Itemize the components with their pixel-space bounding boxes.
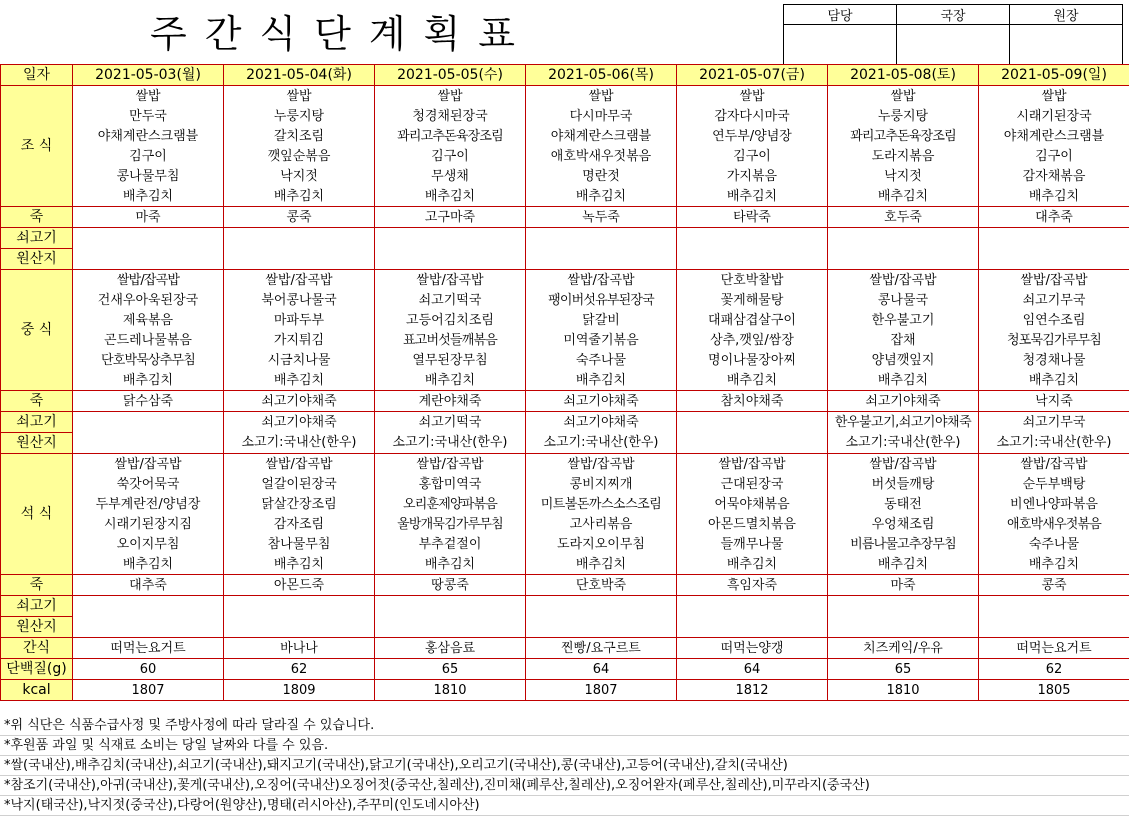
menu-item: 제육볶음 <box>73 310 224 330</box>
menu-item: 오리훈제양파볶음 <box>375 494 526 514</box>
origin-item <box>73 412 224 433</box>
approval-head-slot <box>1010 25 1123 66</box>
menu-item: 건새우아욱된장국 <box>73 290 224 310</box>
menu-item: 대패삼겹살구이 <box>677 310 828 330</box>
menu-item: 버섯들깨탕 <box>828 474 979 494</box>
menu-item: 가지볶음 <box>677 166 828 186</box>
menu-item: 꽃게해물탕 <box>677 290 828 310</box>
menu-item: 고사리볶음 <box>526 514 677 534</box>
menu-item: 애호박새우젓볶음 <box>526 146 677 166</box>
menu-item: 쇠고기떡국 <box>375 290 526 310</box>
menu-item: 낙지젓 <box>828 166 979 186</box>
menu-item: 감자조림 <box>224 514 375 534</box>
menu-item: 청포묵김가루무침 <box>979 330 1129 350</box>
porridge-item: 쇠고기야채죽 <box>526 391 677 412</box>
approval-manager-slot <box>784 25 897 66</box>
origin-item: 쇠고기야채죽 <box>224 412 375 433</box>
lunch-origin-label: 쇠고기 <box>1 412 73 433</box>
origin-item <box>73 617 224 638</box>
breakfast-origin-label: 쇠고기 <box>1 228 73 249</box>
menu-item: 배추김치 <box>526 186 677 207</box>
kcal-value: 1809 <box>224 680 375 701</box>
menu-item: 쌀밥/잡곡밥 <box>526 454 677 475</box>
protein-value: 64 <box>526 659 677 680</box>
menu-item: 곤드레나물볶음 <box>73 330 224 350</box>
porridge-item: 쇠고기야채죽 <box>828 391 979 412</box>
protein-value: 64 <box>677 659 828 680</box>
menu-item: 아몬드멸치볶음 <box>677 514 828 534</box>
note-line: *참조기(국내산),아귀(국내산),꽃게(국내산),오징어(국내산)오징어젓(중국산,칠레산),진미채(페루산,칠레산),오징어완자(페루산,칠레산),미꾸라지(중국산) <box>0 776 1129 796</box>
menu-item: 한우불고기 <box>828 310 979 330</box>
origin-item <box>375 596 526 617</box>
origin-item <box>979 249 1129 270</box>
snack-value: 떠먹는요거트 <box>73 638 224 659</box>
menu-item: 김구이 <box>677 146 828 166</box>
menu-item: 우엉채조림 <box>828 514 979 534</box>
menu-item: 근대된장국 <box>677 474 828 494</box>
origin-item: 쇠고기떡국 <box>375 412 526 433</box>
kcal-label: kcal <box>1 680 73 701</box>
porridge-item: 참치야채죽 <box>677 391 828 412</box>
menu-item: 배추김치 <box>979 186 1129 207</box>
menu-item: 홍합미역국 <box>375 474 526 494</box>
menu-item: 명이나물장아찌 <box>677 350 828 370</box>
porridge-item: 녹두죽 <box>526 207 677 228</box>
menu-item: 다시마무국 <box>526 106 677 126</box>
kcal-value: 1812 <box>677 680 828 701</box>
snack-value: 바나나 <box>224 638 375 659</box>
origin-item <box>526 596 677 617</box>
origin-item <box>73 249 224 270</box>
origin-item <box>73 228 224 249</box>
porridge-item: 고구마죽 <box>375 207 526 228</box>
menu-item: 배추김치 <box>526 370 677 391</box>
origin-item <box>979 617 1129 638</box>
origin-item: 소고기:국내산(한우) <box>979 433 1129 454</box>
menu-item: 깻잎순볶음 <box>224 146 375 166</box>
origin-item <box>526 228 677 249</box>
menu-item: 미역줄기볶음 <box>526 330 677 350</box>
menu-item: 배추김치 <box>224 186 375 207</box>
origin-item: 소고기:국내산(한우) <box>828 433 979 454</box>
menu-item: 비엔나양파볶음 <box>979 494 1129 514</box>
menu-item: 쌀밥 <box>73 86 224 107</box>
note-line: *낙지(태국산),낙지젓(중국산),다랑어(원양산),명태(러시아산),주꾸미(인도네시아산) <box>0 796 1129 816</box>
breakfast-origin-label: 원산지 <box>1 249 73 270</box>
menu-item: 쌀밥/잡곡밥 <box>526 270 677 291</box>
menu-table <box>0 64 1129 701</box>
porridge-item: 마죽 <box>73 207 224 228</box>
menu-item: 단호박찰밥 <box>677 270 828 291</box>
porridge-item: 아몬드죽 <box>224 575 375 596</box>
porridge-item: 콩죽 <box>979 575 1129 596</box>
menu-item: 얼갈이된장국 <box>224 474 375 494</box>
kcal-value: 1810 <box>828 680 979 701</box>
origin-item: 쇠고기야채죽 <box>526 412 677 433</box>
origin-item <box>677 228 828 249</box>
porridge-item: 콩죽 <box>224 207 375 228</box>
menu-item: 배추김치 <box>677 370 828 391</box>
origin-item <box>677 412 828 433</box>
menu-item: 김구이 <box>979 146 1129 166</box>
menu-item: 쌀밥 <box>375 86 526 107</box>
porridge-item: 낙지죽 <box>979 391 1129 412</box>
menu-item: 배추김치 <box>979 554 1129 575</box>
origin-item <box>73 596 224 617</box>
menu-item: 임연수조림 <box>979 310 1129 330</box>
menu-item: 쌀밥/잡곡밥 <box>979 270 1129 291</box>
origin-item <box>677 433 828 454</box>
menu-item: 꽈리고추돈육장조림 <box>828 126 979 146</box>
origin-item <box>224 249 375 270</box>
snack-label: 간식 <box>1 638 73 659</box>
page-title: 주간식단계획표 <box>150 6 570 62</box>
menu-item: 쌀밥 <box>828 86 979 107</box>
breakfast-porridge-label: 죽 <box>1 207 73 228</box>
menu-item: 콩비지찌개 <box>526 474 677 494</box>
menu-item: 콩나물국 <box>828 290 979 310</box>
breakfast-label: 조 식 <box>1 86 73 207</box>
protein-label: 단백질(g) <box>1 659 73 680</box>
menu-item: 청경채된장국 <box>375 106 526 126</box>
porridge-item: 쇠고기야채죽 <box>224 391 375 412</box>
menu-item: 들깨무나물 <box>677 534 828 554</box>
menu-item: 만두국 <box>73 106 224 126</box>
porridge-item: 계란야채죽 <box>375 391 526 412</box>
menu-item: 갈치조림 <box>224 126 375 146</box>
menu-item: 쌀밥/잡곡밥 <box>375 270 526 291</box>
menu-item: 콩나물무침 <box>73 166 224 186</box>
menu-item: 무생채 <box>375 166 526 186</box>
date-header: 2021-05-05(수) <box>375 65 526 86</box>
menu-item: 배추김치 <box>73 186 224 207</box>
menu-item: 배추김치 <box>677 186 828 207</box>
note-line: *쌀(국내산),배추김치(국내산),쇠고기(국내산),돼지고기(국내산),닭고기(국내산),오리고기(국내산),콩(국내산),고등어(국내산),갈치(국내산) <box>0 756 1129 776</box>
menu-item: 배추김치 <box>224 370 375 391</box>
origin-item: 한우불고기,쇠고기야채죽 <box>828 412 979 433</box>
menu-item: 숙주나물 <box>979 534 1129 554</box>
origin-item <box>828 596 979 617</box>
menu-item: 배추김치 <box>979 370 1129 391</box>
menu-item: 시래기된장지짐 <box>73 514 224 534</box>
origin-item <box>224 596 375 617</box>
porridge-item: 단호박죽 <box>526 575 677 596</box>
menu-item: 배추김치 <box>224 554 375 575</box>
menu-item: 시금치나물 <box>224 350 375 370</box>
menu-item: 쌀밥/잡곡밥 <box>828 454 979 475</box>
porridge-item: 대추죽 <box>73 575 224 596</box>
menu-item: 도라지볶음 <box>828 146 979 166</box>
menu-item: 미트볼돈까스소스조림 <box>526 494 677 514</box>
menu-item: 배추김치 <box>73 370 224 391</box>
lunch-porridge-label: 죽 <box>1 391 73 412</box>
date-header-label: 일자 <box>1 65 73 86</box>
approval-head-label: 원장 <box>1010 5 1123 25</box>
origin-item <box>828 617 979 638</box>
origin-item <box>375 249 526 270</box>
menu-item: 비름나물고추장무침 <box>828 534 979 554</box>
dinner-label: 석 식 <box>1 454 73 575</box>
menu-item: 마파두부 <box>224 310 375 330</box>
menu-item: 누룽지탕 <box>224 106 375 126</box>
protein-value: 65 <box>828 659 979 680</box>
porridge-item: 대추죽 <box>979 207 1129 228</box>
origin-item <box>224 228 375 249</box>
origin-item <box>979 596 1129 617</box>
menu-item: 쌀밥 <box>677 86 828 107</box>
menu-item: 쌀밥/잡곡밥 <box>828 270 979 291</box>
menu-item: 쌀밥/잡곡밥 <box>979 454 1129 475</box>
date-header: 2021-05-07(금) <box>677 65 828 86</box>
menu-item: 가지튀김 <box>224 330 375 350</box>
porridge-item: 흑임자죽 <box>677 575 828 596</box>
origin-item <box>375 228 526 249</box>
protein-value: 62 <box>224 659 375 680</box>
origin-item <box>677 617 828 638</box>
approval-director-label: 국장 <box>897 5 1010 25</box>
menu-item: 쌀밥 <box>224 86 375 107</box>
menu-item: 표고버섯들깨볶음 <box>375 330 526 350</box>
menu-item: 쌀밥/잡곡밥 <box>375 454 526 475</box>
menu-item: 연두부/양념장 <box>677 126 828 146</box>
menu-item: 야채계란스크램블 <box>526 126 677 146</box>
menu-item: 감자다시마국 <box>677 106 828 126</box>
menu-item: 양념깻잎지 <box>828 350 979 370</box>
kcal-value: 1810 <box>375 680 526 701</box>
date-header: 2021-05-08(토) <box>828 65 979 86</box>
dinner-origin-label: 쇠고기 <box>1 596 73 617</box>
menu-item: 배추김치 <box>828 554 979 575</box>
kcal-value: 1807 <box>526 680 677 701</box>
menu-item: 고등어김치조림 <box>375 310 526 330</box>
porridge-item: 타락죽 <box>677 207 828 228</box>
menu-item: 시래기된장국 <box>979 106 1129 126</box>
origin-item <box>73 433 224 454</box>
menu-item: 배추김치 <box>375 186 526 207</box>
menu-item: 단호박묵상추무침 <box>73 350 224 370</box>
menu-item: 낙지젓 <box>224 166 375 186</box>
origin-item <box>677 249 828 270</box>
date-header: 2021-05-06(목) <box>526 65 677 86</box>
snack-value: 떠먹는요거트 <box>979 638 1129 659</box>
menu-item: 숙주나물 <box>526 350 677 370</box>
kcal-value: 1807 <box>73 680 224 701</box>
menu-item: 배추김치 <box>526 554 677 575</box>
menu-item: 오이지무침 <box>73 534 224 554</box>
menu-item: 쇠고기무국 <box>979 290 1129 310</box>
snack-value: 홍삼음료 <box>375 638 526 659</box>
menu-item: 야채계란스크램블 <box>979 126 1129 146</box>
snack-value: 떠먹는양갱 <box>677 638 828 659</box>
date-header: 2021-05-04(화) <box>224 65 375 86</box>
menu-item: 참나물무침 <box>224 534 375 554</box>
origin-item <box>375 617 526 638</box>
menu-item: 쌀밥/잡곡밥 <box>224 270 375 291</box>
porridge-item: 땅콩죽 <box>375 575 526 596</box>
origin-item <box>828 249 979 270</box>
approval-director-slot <box>897 25 1010 66</box>
menu-item: 잡채 <box>828 330 979 350</box>
protein-value: 60 <box>73 659 224 680</box>
menu-item: 김구이 <box>73 146 224 166</box>
menu-item: 부추겉절이 <box>375 534 526 554</box>
menu-item: 쌀밥/잡곡밥 <box>224 454 375 475</box>
menu-item: 쌀밥 <box>526 86 677 107</box>
origin-item: 쇠고기무국 <box>979 412 1129 433</box>
menu-item: 울방개묵김가루무침 <box>375 514 526 534</box>
menu-item: 명란젓 <box>526 166 677 186</box>
menu-item: 감자채볶음 <box>979 166 1129 186</box>
menu-item: 누룽지탕 <box>828 106 979 126</box>
note-line: *후원품 과일 및 식재료 소비는 당일 날짜와 다를 수 있음. <box>0 736 1129 756</box>
origin-item <box>526 617 677 638</box>
snack-value: 찐빵/요구르트 <box>526 638 677 659</box>
menu-item: 순두부백탕 <box>979 474 1129 494</box>
origin-item: 소고기:국내산(한우) <box>224 433 375 454</box>
menu-item: 열무된장무침 <box>375 350 526 370</box>
origin-item: 소고기:국내산(한우) <box>375 433 526 454</box>
menu-item: 배추김치 <box>73 554 224 575</box>
menu-item: 배추김치 <box>677 554 828 575</box>
kcal-value: 1805 <box>979 680 1129 701</box>
protein-value: 65 <box>375 659 526 680</box>
menu-item: 쌀밥/잡곡밥 <box>73 270 224 291</box>
menu-item: 쑥갓어묵국 <box>73 474 224 494</box>
menu-item: 배추김치 <box>828 370 979 391</box>
approval-manager-label: 담당 <box>784 5 897 25</box>
menu-item: 쌀밥/잡곡밥 <box>73 454 224 475</box>
note-line: *위 식단은 식품수급사정 및 주방사정에 따라 달라질 수 있습니다. <box>0 716 1129 736</box>
menu-item: 닭갈비 <box>526 310 677 330</box>
protein-value: 62 <box>979 659 1129 680</box>
origin-item <box>526 249 677 270</box>
menu-item: 상추,깻잎/쌈장 <box>677 330 828 350</box>
menu-item: 김구이 <box>375 146 526 166</box>
menu-item: 꽈리고추돈육장조림 <box>375 126 526 146</box>
dinner-porridge-label: 죽 <box>1 575 73 596</box>
origin-item <box>224 617 375 638</box>
menu-item: 배추김치 <box>828 186 979 207</box>
menu-item: 애호박새우젓볶음 <box>979 514 1129 534</box>
menu-item: 청경채나물 <box>979 350 1129 370</box>
dinner-origin-label: 원산지 <box>1 617 73 638</box>
origin-item: 소고기:국내산(한우) <box>526 433 677 454</box>
menu-item: 배추김치 <box>375 554 526 575</box>
origin-item <box>828 228 979 249</box>
origin-item <box>677 596 828 617</box>
notes <box>0 716 1129 816</box>
porridge-item: 호두죽 <box>828 207 979 228</box>
menu-item: 배추김치 <box>375 370 526 391</box>
origin-item <box>979 228 1129 249</box>
menu-item: 닭살간장조림 <box>224 494 375 514</box>
menu-item: 쌀밥 <box>979 86 1129 107</box>
menu-item: 두부계란전/양념장 <box>73 494 224 514</box>
date-header: 2021-05-09(일) <box>979 65 1129 86</box>
menu-item: 어묵야채볶음 <box>677 494 828 514</box>
date-header: 2021-05-03(월) <box>73 65 224 86</box>
menu-item: 야채계란스크램블 <box>73 126 224 146</box>
menu-item: 북어콩나물국 <box>224 290 375 310</box>
lunch-label: 중 식 <box>1 270 73 391</box>
porridge-item: 마죽 <box>828 575 979 596</box>
menu-item: 팽이버섯유부된장국 <box>526 290 677 310</box>
menu-item: 도라지오이무침 <box>526 534 677 554</box>
approval-box <box>783 4 1123 66</box>
porridge-item: 닭수삼죽 <box>73 391 224 412</box>
menu-item: 동태전 <box>828 494 979 514</box>
menu-item: 쌀밥/잡곡밥 <box>677 454 828 475</box>
snack-value: 치즈케익/우유 <box>828 638 979 659</box>
lunch-origin-label: 원산지 <box>1 433 73 454</box>
